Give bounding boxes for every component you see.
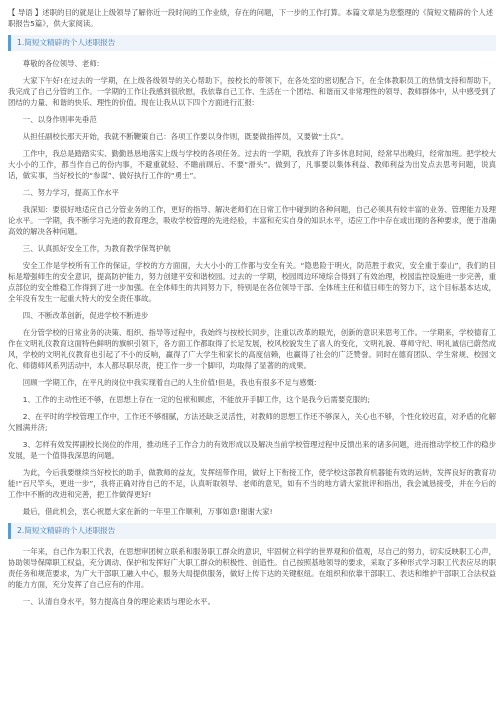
paragraph: 在分管学校的日常业务的决策、组织、指导等过程中，我始终与按校长同步，注重以改革的眼光，创新的意识来思考工作。一学期来，学校德育工作在文明礼仪教育这面特色鲜明的旗帜引领下，各方面工作都取得了长足发展，校风校貌发生了喜人的变化，文明礼貌、尊师守纪、明礼诚信已蔚然成风，学校的文明礼仪教育也引起了不小的反响，赢得了广大学生和家长的高度信赖，也赢得了社会的广泛赞誉。同时在德育团队、学生常规、校园文化、师德师风系列活动中，本人都尽职尽责，使工作一步一个脚印，均取得了显著的的成果。 bbox=[8, 327, 496, 371]
paragraph: 回顾一学期工作，在平凡的岗位中我实现着自己的人生价值!但是，我也有很多不足与感慨: bbox=[22, 378, 317, 388]
section-2-body bbox=[8, 546, 496, 608]
paragraph: 3、怎样有效发挥副校长岗位的作用，推动班子工作合力的有效形成以及解决当前学校管理过程中反馈出来的诸多问题，进而推动学校工作的稳步发展，是一个值得我深思的问题。 bbox=[8, 439, 496, 460]
paragraph: 一、认清自身水平，努力提高自身的理论素质与理论水平。 bbox=[22, 597, 215, 607]
paragraph: 我深知：要很好地适应自己分管业务的工作，更好的指导、解决老师们在日常工作中碰到的各种问题，自己必须具有较丰富的业务、管理能力及理论水平。一学期，我不断学习先进的教育理念，吸收学校管理的先进经验，丰富和充实自身的知识水平，适应工作中存在或出现的各种要求，便于准确高效的解决各种问题。 bbox=[8, 204, 496, 236]
paragraph: 一年来，自己作为职工代表，在思想审团树立联系和服务职工群众的意识，牢固树立科学的世界观和价值观，尽自己的努力，切实反映职工心声，协助领导保障职工权益，充分调动、保护和发挥好广大职工群众的积极性、创造性。自己按照基地领导的要求，采取了多种形式学习职工代表应尽的职责任务和规范要求，为广大干部职工融入中心，服务大局提供服务，做好上传下达的关键枢纽。在组织和依靠干部职工、表达和维护干部职工合法权益的能力方面，充分发挥了自己应有的作用。 bbox=[8, 546, 496, 590]
paragraph: 一、以身作则率先垂范 bbox=[22, 115, 97, 124]
section-2-heading: 2.简短文精辟的个人述职报告 bbox=[8, 523, 496, 539]
paragraph: 大家下午好!在过去的一学期，在上级各级领导的关心帮助下，按校长的带领下，在各处室的密切配合下，在全体教职员工的热情支持和帮助下，我完成了自己分管的工作。一学期的工作让我感到很欣慰，我依靠自己工作、生活在一个团结、和谐而又非常理性的领导、教师群体中，从中感受到了团结的力量、和谐的快乐、理性的价值。现在让我从以下四个方面进行汇报: bbox=[8, 75, 496, 108]
section-1-heading: 1.简短文精辟的个人述职报告 bbox=[8, 35, 496, 51]
paragraph: 工作中，我总是踏踏实实、勤勤恳恳地落实上级与学校的各项任务。过去的一学期，我放弃了许多休息时间，经常早出晚归，经常加班。把学校大大小小的工作，都当作自己的份内事，不避重就轻、不瞻前顾后、不要“滑头”。做到了，凡事要以集体利益、教师利益为出发点去思考问题，说真话，做实事，当好校长的“参谋”、做好执行工作的“勇士”。 bbox=[8, 148, 496, 180]
paragraph: 从担任副校长那天开始，我就不断鞭策自己：各项工作要以身作则，既要做指挥员，又要做“士兵”。 bbox=[22, 131, 349, 141]
section-1-body bbox=[8, 58, 496, 517]
paragraph: 为此，今后我要继续当好校长的助手，做教师的益友，发挥纽带作用，做好上下衔接工作，使学校这部教育机器能有效的运转，发挥良好的教育功能!“百尺竿头，更进一步”，我将正确对待自己的不足，认真听取领导、老师的意见，如有不当的地方请大家批评和指出，我会诚恳接受，并在今后的工作中不断的改进和完善，把工作做得更好! bbox=[8, 467, 496, 500]
paragraph: 四、不断改革创新，促进学校不断进步 bbox=[22, 311, 149, 320]
intro-text: 述职的目的就是让上级领导了解你近一段时间的工作业绩，存在的问题，下一步的工作打算。本篇文章是为您整理的《简短文精辟的个人述职报告5篇》，供大家阅读。 bbox=[8, 8, 494, 28]
intro-paragraph bbox=[8, 7, 496, 29]
paragraph: 二、努力学习，提高工作水平 bbox=[22, 187, 119, 197]
paragraph: 尊敬的各位领导、老师: bbox=[22, 59, 100, 68]
paragraph: 安全工作是学校所有工作的保证，学校的方方面面，大大小小的工作都与安全有关。“隐患险于明火，防范胜于救灾，安全重于泰山”，我们的目标是增强师生的安全意识，提高防护能力，努力创建平安和谐校园。过去的一学期，校园周边环境综合得到了有效治理，校园监控设施进一步完善，重点部位的安全维稳工作得到了进一步加强。在全体师生的共同努力下，特别是在各位领导干部、全体班主任和值日师生的努力下，这个目标基本达成，全年没有发生一起重大特大的安全责任事故。 bbox=[8, 260, 496, 304]
paragraph: 三、认真抓好安全工作，为教育教学保驾护航 bbox=[22, 243, 171, 253]
paragraph: 最后，借此机会，衷心祝愿大家在新的一年里工作顺利，万事如意!谢谢大家! bbox=[22, 507, 273, 516]
paragraph: 1、工作的主动性还不够，在思想上存在一定的包袱和顾虑，不能放开手脚工作，这个是我今后需要克服的; bbox=[22, 395, 370, 404]
intro-tag: 【 导语 】 bbox=[8, 8, 43, 17]
paragraph: 2、在平时的学校管理工作中，工作还不够细腻，方法还缺乏灵活性，对教师的思想工作还不够深入，关心也不够，个性化较迟直，对矛盾的化解欠圆满并济; bbox=[8, 411, 496, 432]
